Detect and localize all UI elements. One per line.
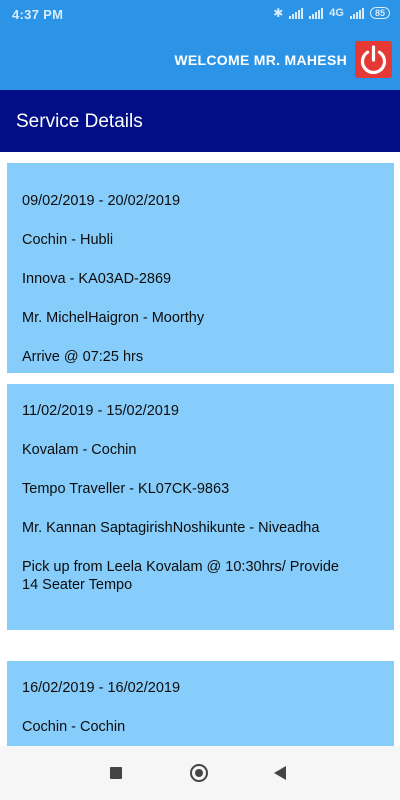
service-card[interactable] [7, 384, 394, 630]
status-time: 4:37 PM [12, 7, 64, 22]
title-bar [0, 90, 400, 152]
signal-icon [289, 8, 303, 19]
service-route: Cochin - Hubli [22, 232, 114, 248]
service-card[interactable] [7, 163, 394, 373]
service-dates: 11/02/2019 - 15/02/2019 [22, 403, 179, 419]
status-icons [273, 6, 390, 20]
page-title: Service Details [16, 111, 143, 132]
service-note: Pick up from Leela Kovalam @ 10:30hrs/ Provide [22, 559, 339, 575]
system-nav-bar [0, 746, 400, 800]
back-icon[interactable] [274, 766, 286, 780]
status-bar [0, 0, 400, 28]
service-route: Cochin - Cochin [22, 719, 126, 735]
service-vehicle: Tempo Traveller - KL07CK-9863 [22, 481, 230, 497]
battery-level: 85 [374, 8, 385, 18]
service-list[interactable] [0, 152, 400, 746]
service-note: Arrive @ 07:25 hrs [22, 349, 144, 365]
service-dates: 09/02/2019 - 20/02/2019 [22, 193, 181, 209]
recent-apps-icon[interactable] [110, 767, 122, 779]
home-icon[interactable] [190, 764, 208, 782]
network-4g-icon: 4G [329, 7, 344, 19]
app-header [0, 28, 400, 90]
signal-icon [309, 8, 323, 19]
service-vehicle: Innova - KA03AD-2869 [22, 271, 172, 287]
welcome-text: WELCOME MR. MAHESH [174, 52, 347, 68]
service-guest: Mr. Kannan SaptagirishNoshikunte - Niveadha [22, 520, 320, 536]
service-guest: Mr. MichelHaigron - Moorthy [22, 310, 205, 326]
service-card[interactable] [7, 661, 394, 746]
service-note-continued: 14 Seater Tempo [22, 577, 133, 593]
bluetooth-icon: ✱ [273, 6, 284, 20]
battery-icon [370, 7, 390, 19]
service-dates: 16/02/2019 - 16/02/2019 [22, 680, 181, 696]
signal-icon [350, 8, 364, 19]
home-icon-dot [195, 769, 203, 777]
power-icon [355, 41, 392, 78]
service-route: Kovalam - Cochin [22, 442, 137, 458]
logout-button[interactable] [355, 41, 392, 78]
